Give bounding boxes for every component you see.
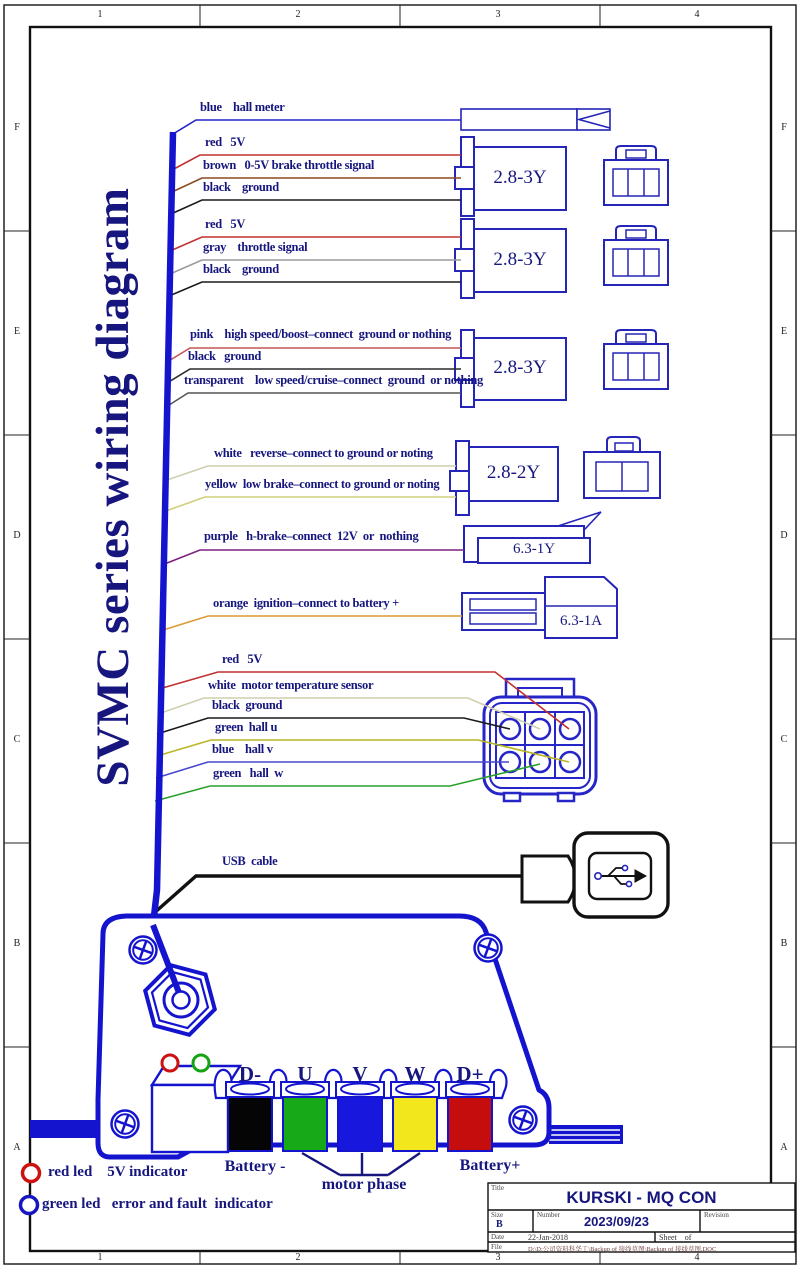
grid-row-b-right: B <box>780 938 788 949</box>
wire-black-ground-2 <box>169 282 461 296</box>
title-block-number-label: Number <box>537 1211 560 1219</box>
motor-phase-bracket <box>302 1153 420 1175</box>
wire-label-white-motor-temp: white motor temperature sensor <box>208 678 374 692</box>
title-block-title: KURSKI - MQ CON <box>566 1188 717 1207</box>
wire-black-ground-1 <box>171 200 461 214</box>
grid-row-c-left: C <box>13 734 21 745</box>
mating-connector-3 <box>604 330 668 389</box>
terminal-d-plus <box>448 1097 492 1151</box>
wire-label-transparent-low-speed: transparent low speed/cruise–connect ground or nothing <box>184 373 483 387</box>
connector-label-6: 6.3-1A <box>559 613 603 629</box>
grid-row-d-left: D <box>13 530 21 541</box>
wire-label-black-ground-motor: black ground <box>212 698 283 712</box>
terminal-w <box>393 1097 437 1151</box>
wire-blue-hall-meter <box>173 120 461 134</box>
red-led <box>162 1055 178 1071</box>
terminal-v <box>338 1097 382 1151</box>
legend-red-led-label: red led 5V indicator <box>48 1164 188 1180</box>
wire-label-gray-throttle: gray throttle signal <box>203 240 308 254</box>
wire-label-orange-ignition: orange ignition–connect to battery + <box>213 596 399 610</box>
connector-label-1: 2.8-3Y <box>493 167 547 188</box>
wire-label-blue-hall-meter: blue hall meter <box>200 100 285 114</box>
legend-red-led-icon <box>23 1165 40 1182</box>
terminal-d-minus <box>228 1097 272 1151</box>
grid-col-3-bottom: 3 <box>495 1252 501 1263</box>
title-block-date-label: Date <box>491 1233 505 1241</box>
wire-label-white-reverse: white reverse–connect to ground or noting <box>214 446 433 460</box>
battery-wire-ribbon <box>549 1125 623 1144</box>
wire-label-pink-high-speed: pink high speed/boost–connect ground or nothing <box>190 327 452 341</box>
wire-label-red-5v-2: red 5V <box>205 217 246 231</box>
green-led <box>193 1055 209 1071</box>
wire-label-black-ground-1: black ground <box>203 180 279 194</box>
usb-connector <box>522 833 668 917</box>
title-block-revision-label: Revision <box>704 1211 729 1219</box>
gland-center <box>173 992 190 1009</box>
connector-label-2: 2.8-3Y <box>493 249 547 270</box>
grid-col-3-top: 3 <box>495 9 501 20</box>
connector-label-3: 2.8-3Y <box>493 357 547 378</box>
main-harness-bus <box>153 132 181 998</box>
hall-meter-connector <box>461 109 610 130</box>
title-block-file-label: File <box>491 1243 502 1251</box>
motor-connector-6pin <box>484 679 596 801</box>
wire-label-green-hall-w: green hall w <box>213 766 283 780</box>
title-block-title-label: Title <box>491 1184 504 1192</box>
legend-green-led-label: green led error and fault indicator <box>42 1196 273 1212</box>
connector-label-4: 2.8-2Y <box>486 462 541 483</box>
grid-row-e-right: E <box>780 326 788 337</box>
title-block-sheet-label: Sheet of <box>659 1233 692 1242</box>
grid-row-f-right: F <box>781 122 787 133</box>
wire-label-brown-brake-throttle: brown 0-5V brake throttle signal <box>203 158 375 172</box>
wire-label-red-5v-motor: red 5V <box>222 652 263 666</box>
wire-black-ground-motor <box>157 718 510 734</box>
terminal-label-d-minus: D- <box>238 1062 262 1086</box>
grid-col-4-bottom: 4 <box>694 1252 700 1263</box>
grid-col-2-bottom: 2 <box>295 1252 301 1263</box>
battery-minus-label: Battery - <box>224 1158 286 1175</box>
grid-row-b-left: B <box>13 938 21 949</box>
title-block-number: 2023/09/23 <box>583 1214 650 1229</box>
wire-label-black-ground-3: black ground <box>188 349 262 363</box>
wire-blue-hall-v <box>156 762 509 778</box>
connector-label-5: 6.3-1Y <box>512 541 556 557</box>
title-block-size: B <box>496 1219 503 1230</box>
battery-plus-label: Battery+ <box>459 1157 521 1174</box>
grid-col-1-bottom: 1 <box>97 1252 103 1263</box>
wire-purple-h-brake <box>162 550 464 565</box>
grid-row-c-right: C <box>780 734 788 745</box>
terminal-label-u: U <box>297 1062 313 1086</box>
wire-label-usb-cable: USB cable <box>222 854 278 868</box>
grid-row-d-right: D <box>780 530 788 541</box>
controller <box>30 916 623 1175</box>
title-block-size-label: Size <box>491 1211 504 1219</box>
grid-row-e-left: E <box>13 326 21 337</box>
terminal-faces <box>228 1097 492 1151</box>
terminal-label-d-plus: D+ <box>456 1062 484 1086</box>
wire-transparent-low-speed <box>166 393 461 407</box>
wire-label-black-ground-2: black ground <box>203 262 279 276</box>
wire-usb-cable <box>153 876 522 914</box>
terminal-label-v: V <box>352 1062 368 1086</box>
wire-orange-ignition <box>160 616 462 631</box>
mating-connector-1 <box>604 146 668 205</box>
terminal-u <box>283 1097 327 1151</box>
grid-row-a-left: A <box>13 1142 21 1153</box>
wire-label-blue-hall-v: blue hall v <box>212 742 273 756</box>
grid-col-4-top: 4 <box>694 9 700 20</box>
title-block-date: 22-Jan-2018 <box>528 1233 568 1242</box>
motor-phase-label: motor phase <box>321 1176 407 1193</box>
grid-col-2-top: 2 <box>295 9 301 20</box>
wire-label-red-5v-1: red 5V <box>205 135 246 149</box>
grid-row-a-right: A <box>780 1142 788 1153</box>
legend-green-led-icon <box>21 1197 38 1214</box>
page-title: SVMC series wiring diagram <box>87 187 139 787</box>
wire-yellow-low-brake <box>163 497 456 512</box>
wire-label-purple-h-brake: purple h-brake–connect 12V or nothing <box>204 529 419 543</box>
grid-row-f-left: F <box>14 122 20 133</box>
terminal-label-w: W <box>404 1062 426 1086</box>
mating-connector-4 <box>584 437 660 498</box>
wire-label-green-hall-u: green hall u <box>215 720 278 734</box>
left-mount-tab <box>30 1120 100 1138</box>
wire-label-yellow-low-brake: yellow low brake–connect to ground or noting <box>205 477 440 491</box>
grid-col-1-top: 1 <box>97 9 103 20</box>
title-block-file: D:\D:公司资料科华工\Backup of 接线草图\Backup of 接线草图.DOC <box>528 1245 717 1253</box>
mating-connector-2 <box>604 226 668 285</box>
